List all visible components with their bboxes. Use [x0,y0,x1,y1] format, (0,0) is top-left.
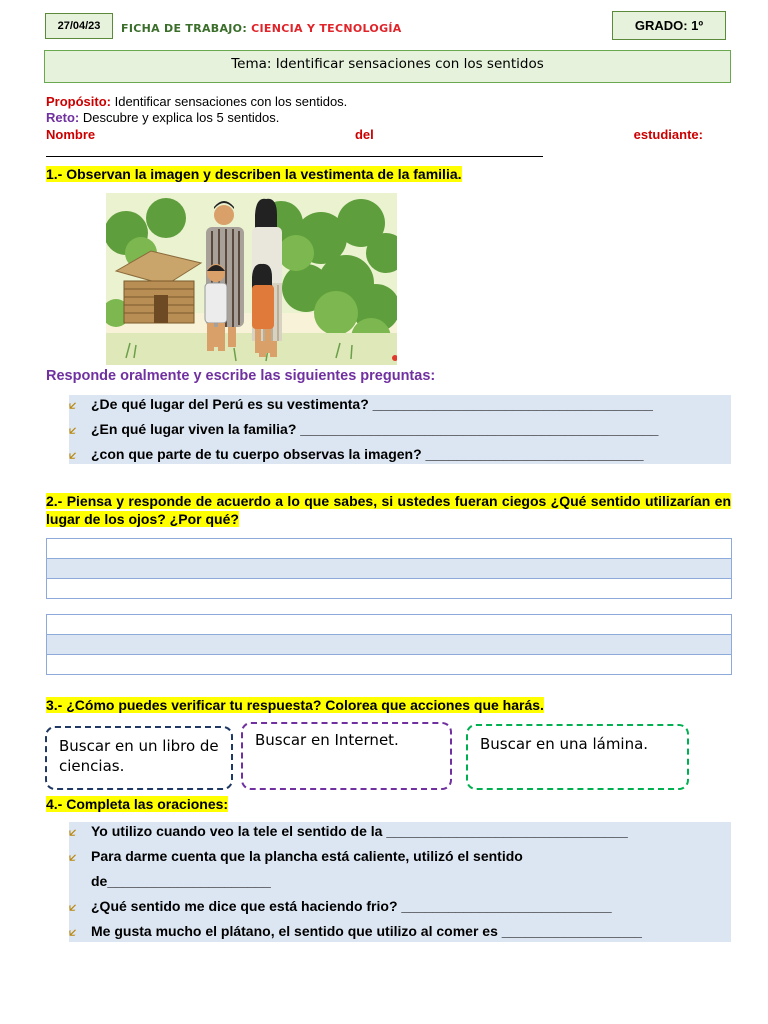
student-name-label [46,127,703,142]
challenge-line [46,110,279,126]
arrow-down-bullet-icon: 🡧 [69,400,77,412]
ficha-subject: CIENCIA Y TECNOLOGÍA [251,22,402,35]
sentence-3-text: ¿Qué sentido me dice que está haciendo frio? ___________________________ [91,898,612,914]
nombre-word-2: del [354,127,374,142]
sentence-1-text: Yo utilizo cuando veo la tele el sentido de la _______________________________ [91,823,628,839]
challenge-text: Descubre y explica los 5 sentidos. [79,110,280,125]
arrow-down-bullet-icon: 🡧 [69,852,77,864]
answer-row[interactable] [47,559,731,579]
list-item [69,396,653,416]
option-lamina-text: Buscar en una lámina. [480,735,649,753]
sentence-2-text: Para darme cuenta que la plancha está caliente, utilizó el sentido [91,848,523,864]
topic-text: Tema: Identificar sensaciones con los sentidos [231,56,544,72]
purpose-text: Identificar sensaciones con los sentidos. [111,94,348,109]
date-box [45,13,113,39]
date-text: 27/04/23 [57,20,101,32]
grade-text: GRADO: 1º [634,18,704,33]
list-item [69,446,644,466]
answer-grid-1[interactable] [46,538,732,599]
question-1b-text: ¿En qué lugar viven la familia? ______________________________________________ [91,421,659,437]
question-4-title: 4.- Completa las oraciones: [46,796,229,812]
arrow-down-bullet-icon: 🡧 [69,827,77,839]
list-item [69,848,523,868]
question-1c-text: ¿con que parte de tu cuerpo observas la imagen? ____________________________ [91,446,644,462]
arrow-down-bullet-icon: 🡧 [69,927,77,939]
question-1-title: 1.- Observan la imagen y describen la vestimenta de la familia. [46,166,462,182]
arrow-down-bullet-icon: 🡧 [69,450,77,462]
worksheet-title [121,22,402,35]
purpose-line [46,94,347,110]
answer-row[interactable] [47,539,731,559]
answer-grid-2[interactable] [46,614,732,675]
answer-row[interactable] [47,615,731,635]
sentence-4-text: Me gusta mucho el plátano, el sentido que utilizo al comer es __________________ [91,923,642,939]
family-illustration [106,193,397,365]
arrow-down-bullet-icon: 🡧 [69,902,77,914]
list-item-continuation [91,873,271,889]
nombre-word-3: estudiante: [633,127,703,142]
list-item [69,923,642,943]
question-2-title [46,492,731,528]
purpose-label: Propósito: [46,94,111,109]
answer-row[interactable] [47,579,731,598]
grade-box [612,11,726,40]
question-1-list [69,395,731,464]
sentence-2-continuation: de_____________________ [91,873,271,889]
list-item [69,421,658,441]
answer-row[interactable] [47,635,731,655]
list-item [69,823,628,843]
questions-instruction: Responde oralmente y escribe las siguientes preguntas: [46,368,436,384]
option-book-text: Buscar en un libro de ciencias. [59,737,219,775]
challenge-label: Reto: [46,110,80,125]
option-lamina[interactable] [466,724,689,790]
topic-box [44,50,731,83]
question-4-list [69,822,731,942]
question-2-text: 2.- Piensa y responde de acuerdo a lo que sabes, si ustedes fueran ciegos ¿Qué sentido utilizarían en lugar de los ojos? ¿Por qué? [46,493,731,527]
answer-row[interactable] [47,655,731,674]
option-book[interactable] [45,726,233,790]
question-1a-text: ¿De qué lugar del Perú es su vestimenta? ____________________________________ [91,396,653,412]
ficha-prefix: FICHA DE TRABAJO: [121,22,252,35]
option-internet-text: Buscar en Internet. [255,731,399,749]
option-internet[interactable] [241,722,452,790]
nombre-word-1: Nombre [46,127,96,142]
arrow-down-bullet-icon: 🡧 [69,425,77,437]
question-3-title: 3.- ¿Cómo puedes verificar tu respuesta? Colorea que acciones que harás. [46,697,544,713]
student-name-field[interactable] [46,156,543,157]
list-item [69,898,612,918]
